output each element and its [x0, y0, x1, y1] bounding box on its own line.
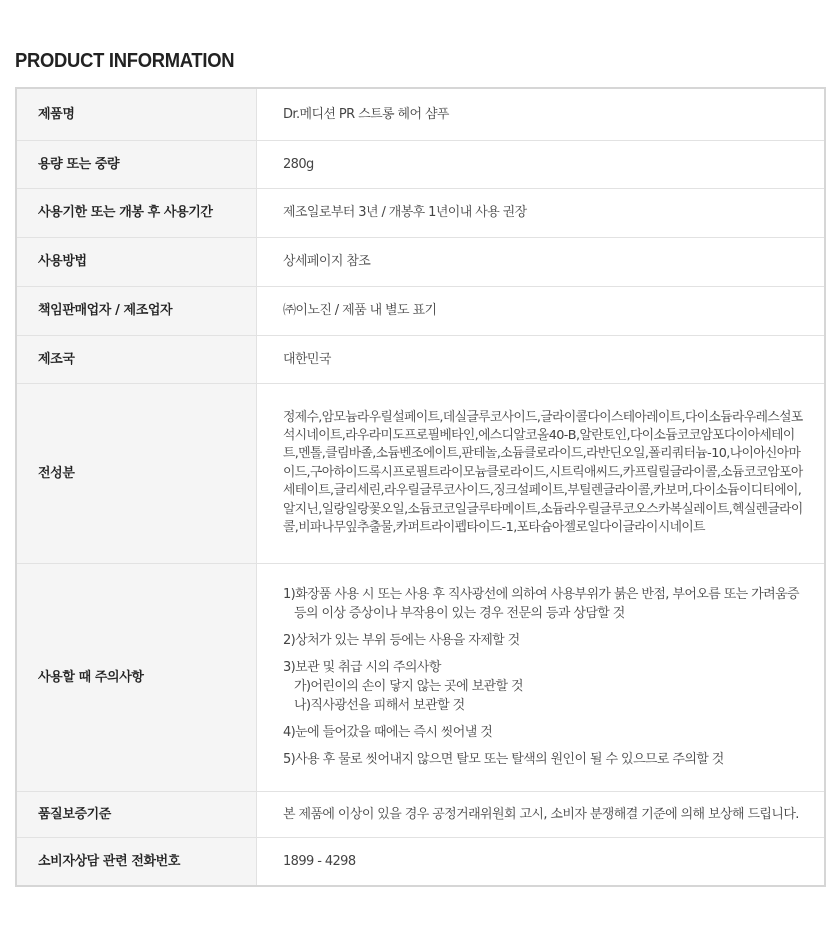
caution-item-1-cont: 등의 이상 증상이나 부작용이 있는 경우 전문의 등과 상담할 것 [294, 606, 625, 621]
row-value-ingredients-cell [257, 383, 826, 563]
row-label-usage: 사용방법 [16, 237, 257, 286]
table-row [16, 383, 825, 563]
caution-item-5: 5)사용 후 물로 씻어내지 않으면 탈모 또는 탈색의 원인이 될 수 있으므로 주의할 것 [283, 752, 724, 767]
row-value-caution [257, 563, 826, 791]
table-row [16, 335, 825, 383]
product-info-table [15, 87, 826, 887]
row-label-ingredients: 전성분 [16, 383, 257, 563]
caution-item-1: 1)화장품 사용 시 또는 사용 후 직사광선에 의하여 사용부위가 붉은 반점, 부어오름 또는 가려움증 [283, 587, 800, 602]
row-label-manufacturer: 책임판매업자 / 제조업자 [16, 286, 257, 335]
table-row [16, 188, 825, 237]
caution-item-4: 4)눈에 들어갔을 때에는 즉시 씻어낼 것 [283, 725, 493, 740]
section-heading: PRODUCT INFORMATION [15, 50, 235, 72]
row-value-country: 대한민국 [257, 335, 826, 383]
table-row [16, 563, 825, 791]
table-row [16, 791, 825, 837]
row-label-capacity: 용량 또는 중량 [16, 140, 257, 188]
row-value-capacity: 280g [257, 140, 826, 188]
row-label-caution: 사용할 때 주의사항 [16, 563, 257, 791]
row-label-expiry: 사용기한 또는 개봉 후 사용기간 [16, 188, 257, 237]
row-label-product-name: 제품명 [16, 88, 257, 140]
row-value-product-name: Dr.메디션 PR 스트롱 헤어 샴푸 [283, 106, 449, 122]
table-row [16, 140, 825, 188]
table-row [16, 237, 825, 286]
row-value-expiry: 제조일로부터 3년 / 개봉후 1년이내 사용 권장 [257, 188, 826, 237]
table-row [16, 837, 825, 886]
ingredients-text: 정제수,암모늄라우릴설페이트,데실글루코사이드,글라이콜다이스테아레이트,다이소듐라우레스설포석시네이트,라우라미도프로필베타인,에스디알코올40-B,알란토인,다이소듐코코암포다이아세테이트,멘톨,클림바졸,소듐벤조에이트,판테놀,소듐클로라이드,라반딘오일,폴리쿼터늄-10,나이아신아마이드,구아하이드록시프로필트라이모늄클로라이드,시트릭애씨드,카프릴릴글라이콜,소듐코코암포아세테이트,글리세린,라우릴글루코사이드,징크설페이트,부틸렌글라이콜,카보머,다이소듐이디티에이,알지닌,일랑일랑꽃오일,소듐코코일글루타메이트,소듐라우릴글루코오스카복실레이트,헥실렌글라이콜,비파나무잎추출물,카퍼트라이펩타이드-1,포타슘아젤로일다이글라이시네이트 [283, 409, 803, 536]
caution-item-2: 2)상처가 있는 부위 등에는 사용을 자제할 것 [283, 633, 520, 648]
table-row [16, 88, 825, 140]
row-label-phone: 소비자상담 관련 전화번호 [16, 837, 257, 886]
row-value-warranty: 본 제품에 이상이 있을 경우 공정거래위원회 고시, 소비자 분쟁해결 기준에 의해 보상해 드립니다. [257, 791, 826, 837]
row-value-phone: 1899 - 4298 [257, 837, 826, 886]
caution-item-3: 3)보관 및 취급 시의 주의사항 [283, 660, 441, 675]
row-value-usage: 상세페이지 참조 [257, 237, 826, 286]
caution-item-3b: 나)직사광선을 피해서 보관할 것 [294, 698, 465, 713]
row-label-country: 제조국 [16, 335, 257, 383]
table-row [16, 286, 825, 335]
row-label-warranty: 품질보증기준 [16, 791, 257, 837]
caution-item-3a: 가)어린이의 손이 닿지 않는 곳에 보관할 것 [294, 679, 523, 694]
row-value-manufacturer: ㈜이노진 / 제품 내 별도 표기 [257, 286, 826, 335]
